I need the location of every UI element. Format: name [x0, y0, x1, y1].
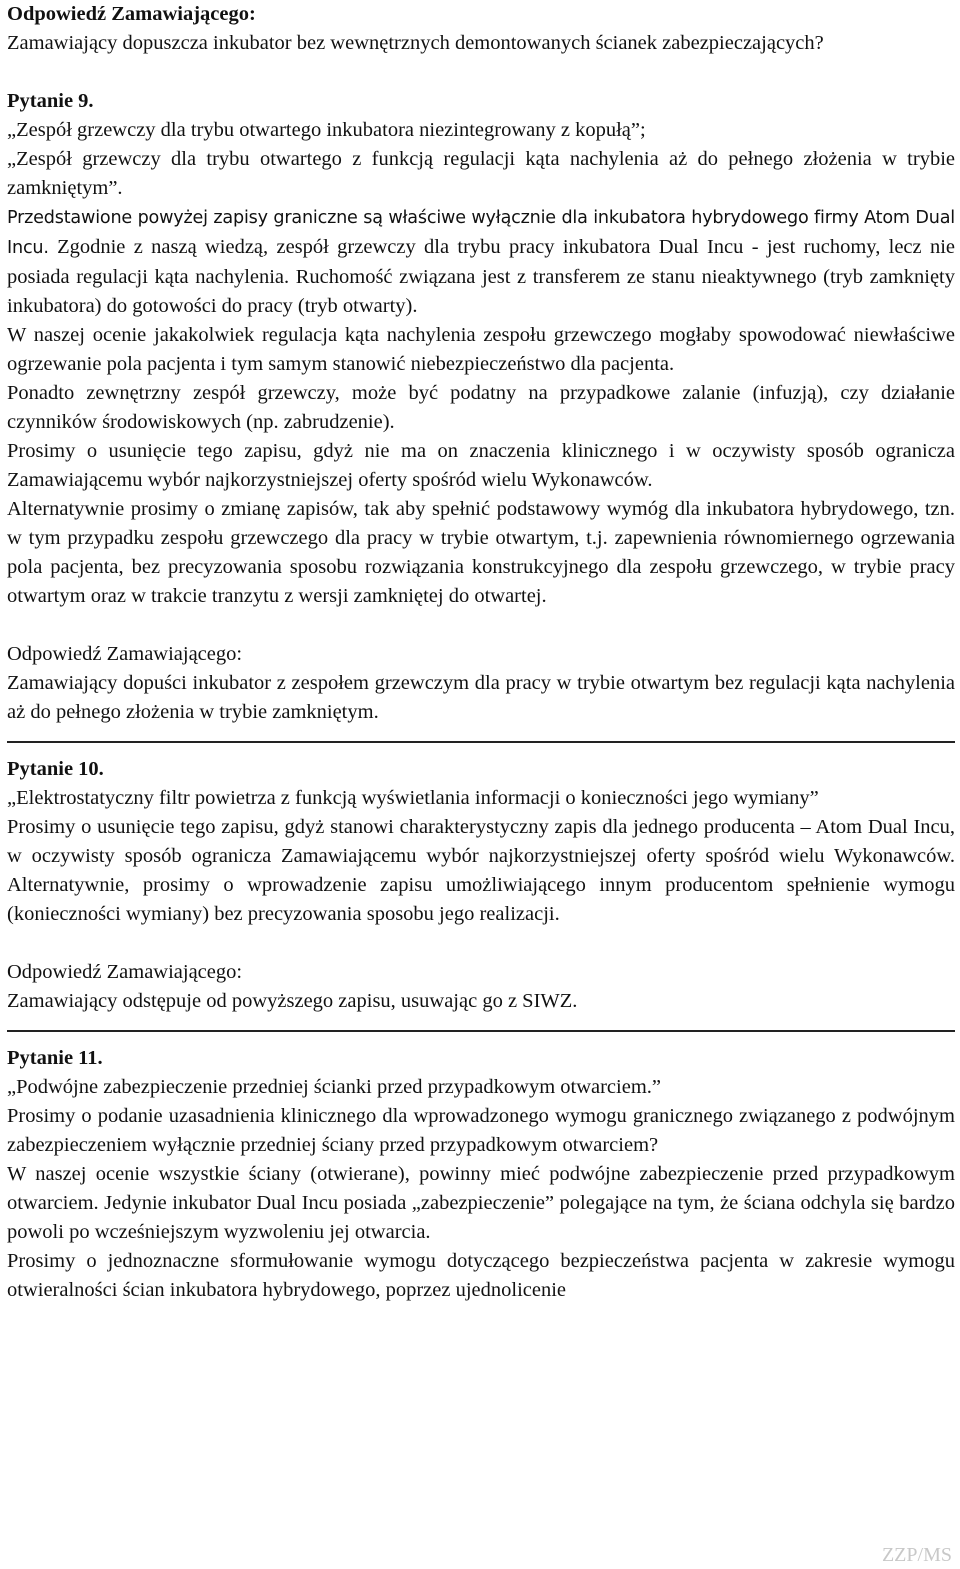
- question-11-paragraph-2: W naszej ocenie wszystkie ściany (otwierane), powinny mieć podwójne zabezpieczenie przed przypadkowym otwarciem. Jedynie inkubator Dual Incu posiada „zabezpieczenie” polegające na tym, że ściana odchyla się bardzo powoli po wcześniejszym wyzwoleniu jej otwarcia.: [7, 1163, 955, 1243]
- question-heading-11: Pytanie 11.: [7, 1047, 103, 1069]
- question-10-paragraph-1: Prosimy o usunięcie tego zapisu, gdyż stanowi charakterystyczny zapis dla jednego producenta – Atom Dual Incu, w oczywisty sposób ogranicza Zamawiającemu wybór najkorzystniejszej oferty spośród wielu Wykonawców. Alternatywnie, prosimy o wprowadzenie zapisu umożliwiającego innym producentom spełnienie wymogu (konieczności wymiany) bez precyzowania sposobu jego realizacji.: [7, 816, 955, 925]
- question-9-quote-1: „Zespół grzewczy dla trybu otwartego inkubatora niezintegrowany z kopułą”;: [7, 119, 646, 141]
- watermark: ZZP/MS: [881, 1544, 952, 1566]
- question-9-paragraph-5: Alternatywnie prosimy o zmianę zapisów, tak aby spełnić podstawowy wymóg dla inkubatora hybrydowego, tzn. w tym przypadku zespołu grzewczego dla pracy w trybie otwartym, t.j. zapewnienia równomiernego ogrzewania pola pacjenta, bez precyzowania sposobu rozwiązania konstrukcyjnego dla zespołu grzewczego, w trybie pracy otwartym oraz w trakcie tranzytu z wersji zamkniętej do otwartej.: [7, 498, 955, 607]
- document-body: [7, 0, 955, 1305]
- question-9-paragraph-3: Ponadto zewnętrzny zespół grzewczy, może być podatny na przypadkowe zalanie (infuzją), czy działanie czynników środowiskowych (np. zabrudzenie).: [7, 382, 955, 433]
- question-9-paragraph-1: [7, 203, 955, 321]
- question-11-paragraph-1: Prosimy o podanie uzasadnienia klinicznego dla wprowadzonego wymogu granicznego związanego z podwójnym zabezpieczeniem wyłącznie przedniej ściany przed przypadkowym otwarciem?: [7, 1105, 955, 1156]
- question-9-sans-text: Przedstawione powyżej zapisy graniczne są właściwe wyłącznie dla inkubatora hybrydowego firmy Atom Dual Incu.: [7, 208, 955, 258]
- question-9-quote-2: „Zespół grzewczy dla trybu otwartego z funkcją regulacji kąta nachylenia aż do pełnego złożenia w trybie zamkniętym”.: [7, 148, 955, 199]
- question-9-paragraph-2: W naszej ocenie jakakolwiek regulacja kąta nachylenia zespołu grzewczego mogłaby spowodować niewłaściwe ogrzewanie pola pacjenta i tym samym stanowić niebezpieczeństwo dla pacjenta.: [7, 324, 955, 375]
- question-9-paragraph-4: Prosimy o usunięcie tego zapisu, gdyż nie ma on znaczenia klinicznego i w oczywisty sposób ogranicza Zamawiającemu wybór najkorzystniejszej oferty spośród wielu Wykonawców.: [7, 440, 955, 491]
- answer-heading-8: Odpowiedź Zamawiającego:: [7, 3, 256, 25]
- section-divider: [7, 741, 955, 743]
- question-10-quote: „Elektrostatyczny filtr powietrza z funkcją wyświetlania informacji o konieczności jego wymiany”: [7, 787, 819, 809]
- answer-text-9: Zamawiający dopuści inkubator z zespołem grzewczym dla pracy w trybie otwartym bez regulacji kąta nachylenia aż do pełnego złożenia w trybie zamkniętym.: [7, 672, 955, 723]
- answer-text-8: Zamawiający dopuszcza inkubator bez wewnętrznych demontowanych ścianek zabezpieczających?: [7, 32, 824, 54]
- question-heading-10: Pytanie 10.: [7, 758, 104, 780]
- question-heading-9: Pytanie 9.: [7, 90, 94, 112]
- question-11-paragraph-3: Prosimy o jednoznaczne sformułowanie wymogu dotyczącego bezpieczeństwa pacjenta w zakresie wymogu otwieralności ścian inkubatora hybrydowego, poprzez ujednolicenie: [7, 1250, 955, 1301]
- question-11-quote: „Podwójne zabezpieczenie przedniej ścianki przed przypadkowym otwarciem.”: [7, 1076, 661, 1098]
- question-9-paragraph-1-rest: Zgodnie z naszą wiedzą, zespół grzewczy dla trybu pracy inkubatora Dual Incu - jest ruchomy, lecz nie posiada regulacji kąta nachylenia. Ruchomość związana jest z transferem ze stanu nieaktywnego (tryb zamknięty inkubatora) do gotowości do pracy (tryb otwarty).: [7, 236, 955, 317]
- answer-heading-9: Odpowiedź Zamawiającego:: [7, 643, 243, 665]
- answer-text-10: Zamawiający odstępuje od powyższego zapisu, usuwając go z SIWZ.: [7, 990, 578, 1012]
- answer-heading-10: Odpowiedź Zamawiającego:: [7, 961, 243, 983]
- section-divider: [7, 1030, 955, 1032]
